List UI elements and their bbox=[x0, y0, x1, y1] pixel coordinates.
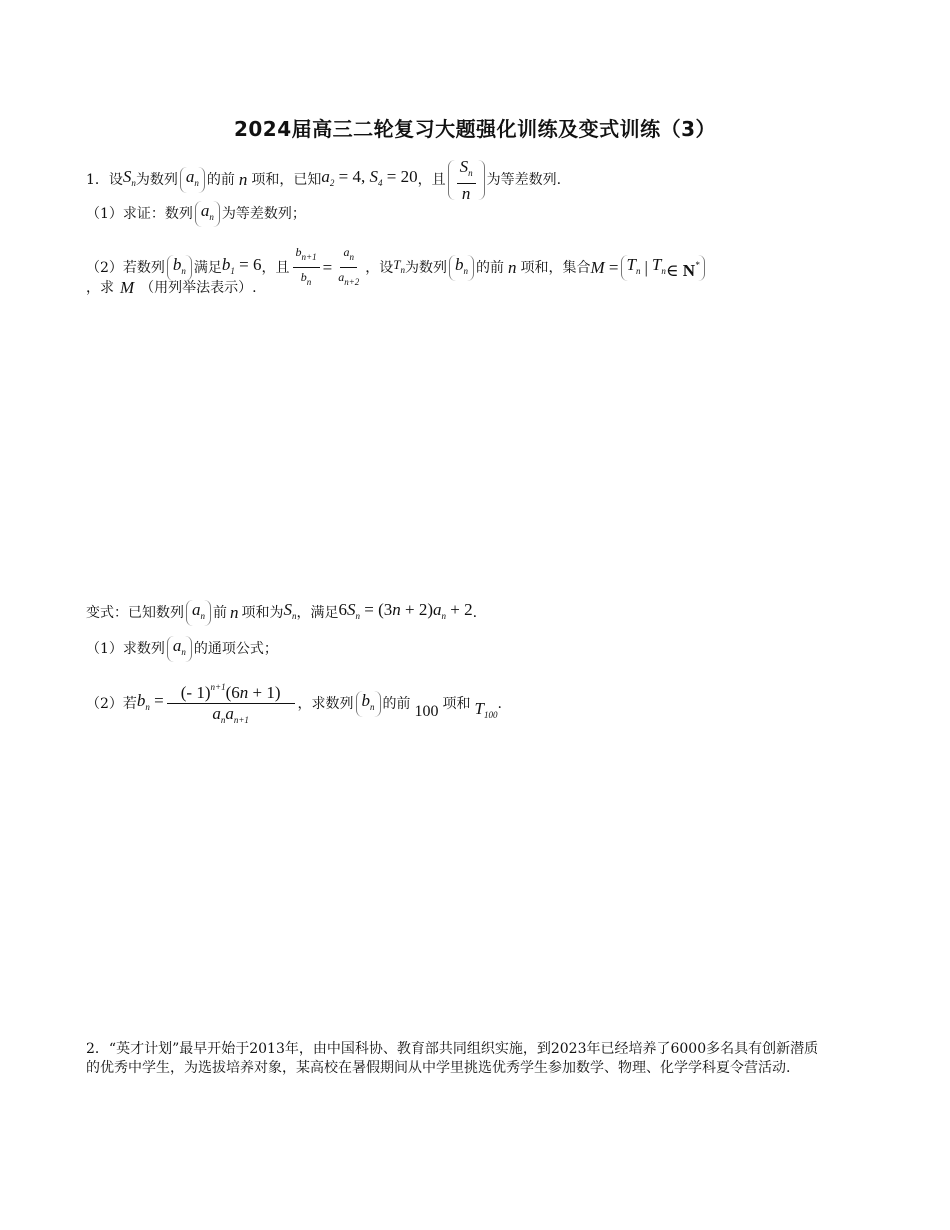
problem-number: 1． bbox=[86, 172, 109, 188]
problem-2-text: 2．“英才计划”最早开始于2013年，由中国科协、教育部共同组织实施，到2023年已经培养了6000多名具有创新潜质的优秀中学生，为选拔培养对象，某高校在暑假期间从中学里挑选优秀学生参加数学、物理、化学学科夏令营活动. bbox=[86, 1041, 819, 1076]
math-bn-formula: $\frac{(- 1)^{n+1}(6n + 1)}{a_na_{n+1}}$ bbox=[167, 680, 295, 728]
math-ratio-a: $\frac{a_n}{a_{n+2}}$ bbox=[338, 245, 360, 287]
math-s-n: $S_n$ bbox=[122, 167, 136, 188]
problem-1-part-2: （2）若数列 $b_n$ 满足 $b_1 = 6$ ，且 $\frac{b_{n+1}}{b_n}$ = $\frac{a_n}{a_{n+2}}$ ，设 $T_n$ 为数列 $b_n$ 的前 n 项和，集合 M = $T_n$ | $T_n$ ∈ N* bbox=[86, 245, 707, 290]
math-ratio-b: $\frac{b_{n+1}}{b_n}$ bbox=[293, 245, 320, 290]
document-title: 2024届高三二轮复习大题强化训练及变式训练（3） bbox=[233, 117, 717, 141]
variant-part-1: （1）求数列 $a_n$ 的通项公式； bbox=[86, 636, 278, 662]
variant-stem: 变式：已知数列 $a_n$ 前 n 项和为 $S_n$ ，满足 $6S_n = (3n + 2)a_n + 2$ . bbox=[86, 600, 477, 626]
math-seq-sn-over-n: $\frac{S_n}{n}$ bbox=[448, 160, 485, 200]
problem-1-stem: 1． 设 $S_n$ 为数列 $a_n$ 的前 n 项和，已知 $a_2 = 4$, $S_4 = 20$ ，且 $\frac{S_n}{n}$ 为等差数列. bbox=[86, 157, 562, 203]
math-variant-condition: $6S_n = (3n + 2)a_n + 2$ bbox=[338, 600, 473, 621]
math-set-m: M = bbox=[590, 257, 619, 277]
math-given-values: $a_2 = 4$, $S_4 = 20$ bbox=[321, 167, 418, 188]
math-seq-a: $a_n$ bbox=[180, 167, 205, 193]
problem-1-part-2-cont: ，求 M （用列举法表示）. bbox=[86, 278, 257, 297]
variant-part-2: （2）若 $b_n$ = $\frac{(- 1)^{n+1}(6n + 1)}{a_na_{n+1}}$ ，求数列 $b_n$ 的前 100 项和 $T_{100}$ . bbox=[86, 680, 502, 728]
problem-1-part-1: （1）求证：数列 $a_n$ 为等差数列； bbox=[86, 201, 306, 227]
